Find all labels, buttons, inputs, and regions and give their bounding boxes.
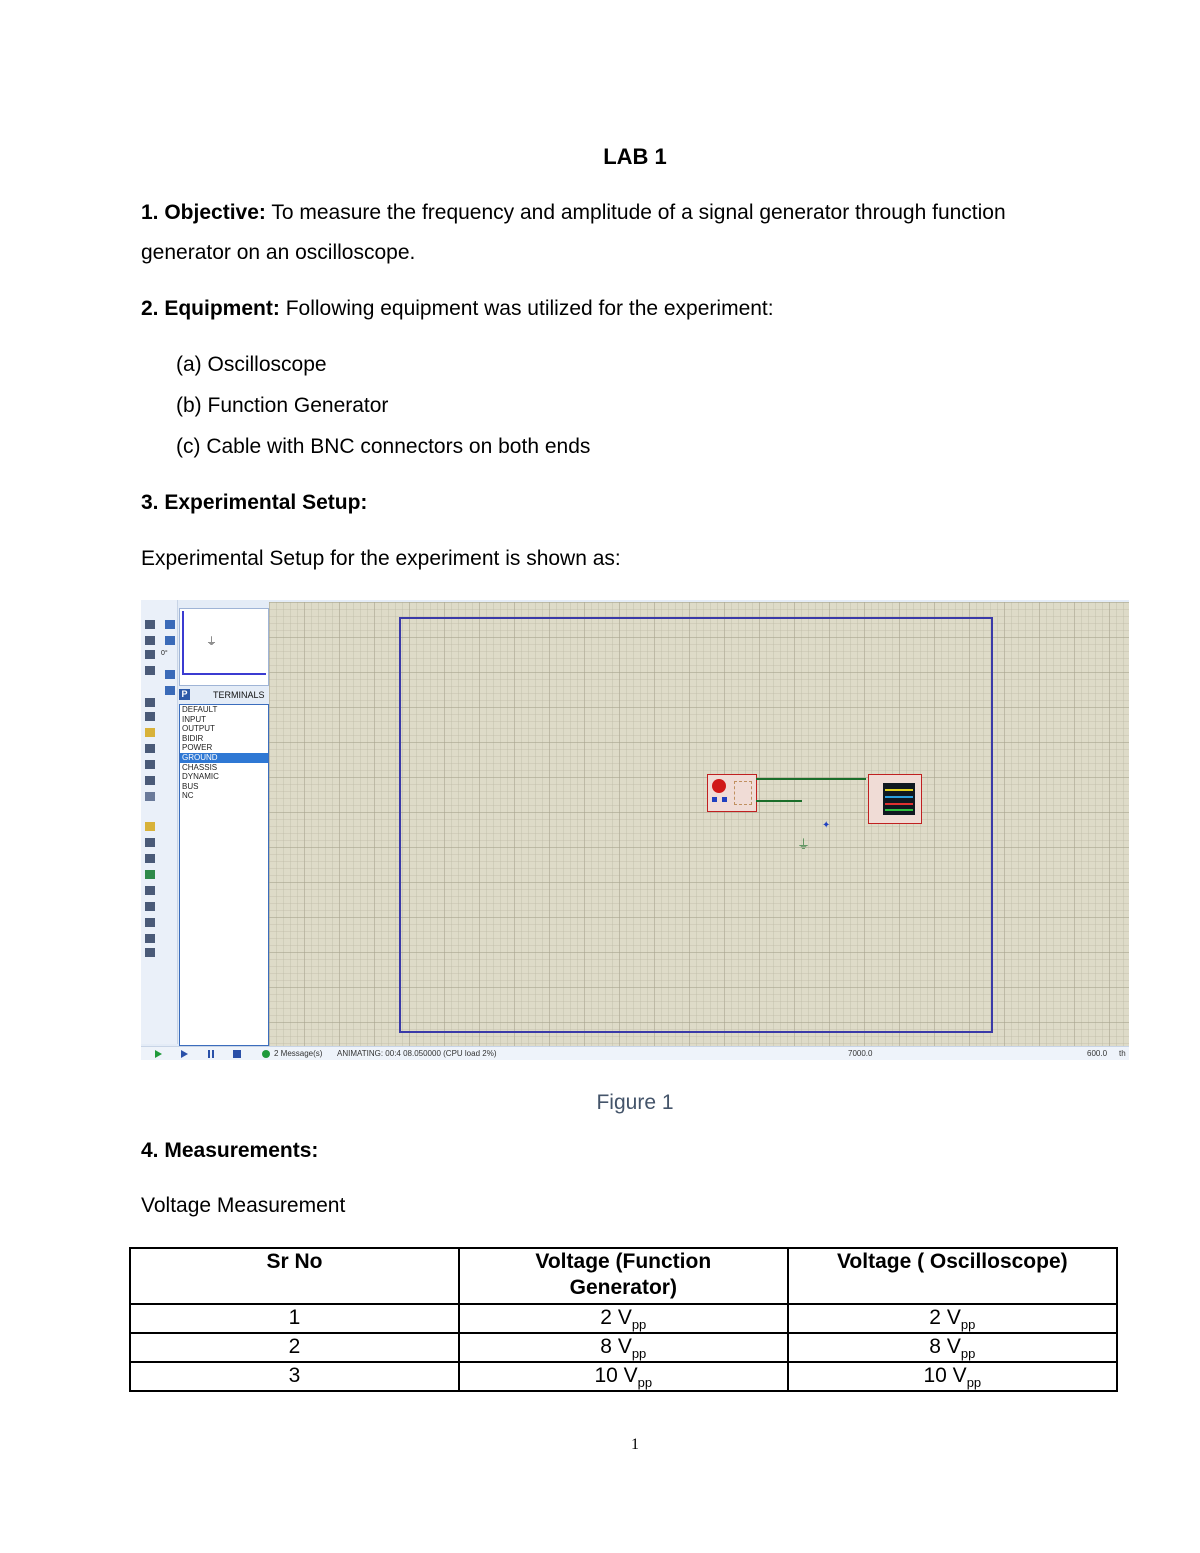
virtual-instrument-icon[interactable] <box>145 792 155 801</box>
list-item[interactable]: DEFAULT <box>182 705 218 714</box>
setup-text: Experimental Setup for the experiment is shown as: <box>141 547 621 570</box>
tape-tool-icon[interactable] <box>145 822 155 831</box>
cell-sr: 1 <box>130 1304 459 1333</box>
equipment-item-b: (b) Function Generator <box>176 394 389 417</box>
generator-knob-icon <box>712 779 726 793</box>
coord-y: 600.0 <box>1087 1049 1108 1058</box>
rotate-ccw-icon[interactable] <box>165 636 175 645</box>
graph-tool-icon[interactable] <box>145 728 155 737</box>
voltage-table <box>129 1247 1118 1392</box>
oscilloscope-screen-icon <box>883 783 915 815</box>
status-bar <box>141 1046 1129 1060</box>
ground-preview-icon: ⏚ <box>206 636 217 648</box>
objective-line1 <box>141 200 1006 226</box>
instrument-tool-icon[interactable] <box>145 776 155 785</box>
header-voltage-oscilloscope: Voltage ( Oscilloscope) <box>788 1248 1117 1304</box>
rotate-cw-icon[interactable] <box>165 620 175 629</box>
junction-tool-icon[interactable] <box>145 650 155 659</box>
measurements-label: 4. Measurements: <box>141 1139 319 1162</box>
stop-icon[interactable] <box>233 1050 241 1058</box>
cell-osc: 8 $V_{pp}$ <box>788 1333 1117 1362</box>
coord-unit: th <box>1119 1049 1126 1058</box>
generator-tool-icon[interactable] <box>145 744 155 753</box>
cell-gen: 10 $V_{pp}$ <box>459 1362 788 1391</box>
cell-osc: 10 $V_{pp}$ <box>788 1362 1117 1391</box>
animation-status: ANIMATING: 00:4 08.050000 (CPU load 2%) <box>337 1049 497 1058</box>
cell-osc: 2 $V_{pp}$ <box>788 1304 1117 1333</box>
play-icon[interactable] <box>155 1050 162 1058</box>
list-item[interactable]: CHASSIS <box>182 762 218 772</box>
probe-tool-icon[interactable] <box>145 760 155 769</box>
pause-icon[interactable] <box>208 1050 214 1058</box>
rotate-value[interactable]: 0° <box>161 650 168 657</box>
overview-preview <box>179 608 269 686</box>
symbol-tool-icon[interactable] <box>145 934 155 943</box>
cursor-marker-icon: ✦ <box>822 820 831 831</box>
objective-label: 1. Objective: <box>141 201 266 224</box>
equipment-label: 2. Equipment: <box>141 297 280 320</box>
simulator-screenshot <box>141 600 1129 1060</box>
list-item[interactable]: OUTPUT <box>182 724 215 734</box>
marker-tool-icon[interactable] <box>145 948 155 957</box>
library-header <box>179 688 267 702</box>
equipment-text: Following equipment was utilized for the experiment: <box>285 297 774 320</box>
list-item[interactable]: INPUT <box>182 714 206 724</box>
page-number: 1 <box>631 1436 639 1453</box>
terminal-tool-icon[interactable] <box>145 698 155 707</box>
tool-sidebar <box>141 600 178 1044</box>
list-item[interactable]: DYNAMIC <box>182 772 219 782</box>
pick-button[interactable]: P <box>179 689 190 700</box>
ground-wire <box>756 800 802 802</box>
objective-text-2: generator on an oscilloscope. <box>141 241 416 264</box>
table-row <box>130 1304 1117 1333</box>
header-sr-no: Sr No <box>130 1248 459 1304</box>
equipment-item-a: (a) Oscilloscope <box>176 353 327 376</box>
text-tool-icon[interactable] <box>145 918 155 927</box>
coord-x: 7000.0 <box>848 1049 873 1058</box>
arc-tool-icon[interactable] <box>145 886 155 895</box>
equipment-item-c: (c) Cable with BNC connectors on both ends <box>176 435 591 458</box>
table-row <box>130 1333 1117 1362</box>
table-header-row <box>130 1248 1117 1304</box>
message-count[interactable]: 2 Message(s) <box>274 1049 323 1058</box>
cell-sr: 3 <box>130 1362 459 1391</box>
line-tool-icon[interactable] <box>145 838 155 847</box>
measurements-subtitle: Voltage Measurement <box>141 1194 346 1217</box>
header-voltage-generator: Voltage (Function Generator) <box>459 1248 788 1304</box>
function-generator[interactable] <box>707 774 757 812</box>
cell-sr: 2 <box>130 1333 459 1362</box>
mirror-y-icon[interactable] <box>165 686 175 695</box>
circle-tool-icon[interactable] <box>145 870 155 879</box>
message-icon <box>262 1050 270 1058</box>
list-item[interactable]: BUS <box>182 781 199 791</box>
mirror-x-icon[interactable] <box>165 670 175 679</box>
list-item[interactable]: BIDIR <box>182 733 204 743</box>
path-tool-icon[interactable] <box>145 902 155 911</box>
setup-heading <box>141 490 367 516</box>
measurements-heading <box>141 1138 318 1164</box>
ground-symbol-icon[interactable]: ⏚ <box>797 837 811 852</box>
sheet-border <box>399 617 993 1033</box>
page-title: LAB 1 <box>603 144 667 169</box>
select-tool-icon[interactable] <box>145 620 155 629</box>
schematic-canvas[interactable] <box>269 602 1129 1046</box>
library-title: TERMINALS <box>213 690 265 700</box>
box-tool-icon[interactable] <box>145 854 155 863</box>
setup-label: 3. Experimental Setup: <box>141 491 368 514</box>
generator-terminal-icon <box>712 797 717 802</box>
pin-tool-icon[interactable] <box>145 712 155 721</box>
step-icon[interactable] <box>181 1050 188 1058</box>
cell-gen: 2 $V_{pp}$ <box>459 1304 788 1333</box>
terminal-list <box>179 704 269 1046</box>
figure-caption: Figure 1 <box>596 1091 674 1114</box>
list-item[interactable]: NC <box>182 791 194 801</box>
table-row <box>130 1362 1117 1391</box>
objective-text-1: To measure the frequency and amplitude of a signal generator through function <box>271 201 1006 224</box>
list-item[interactable]: POWER <box>182 743 213 753</box>
component-tool-icon[interactable] <box>145 636 155 645</box>
signal-wire <box>756 778 866 780</box>
generator-terminal-icon <box>722 797 727 802</box>
waveform-selector-icon <box>734 781 752 805</box>
cell-gen: 8 $V_{pp}$ <box>459 1333 788 1362</box>
label-tool-icon[interactable] <box>145 666 155 675</box>
oscilloscope[interactable] <box>868 774 922 824</box>
equipment-line <box>141 296 774 322</box>
list-item-selected[interactable]: GROUND <box>180 753 268 763</box>
